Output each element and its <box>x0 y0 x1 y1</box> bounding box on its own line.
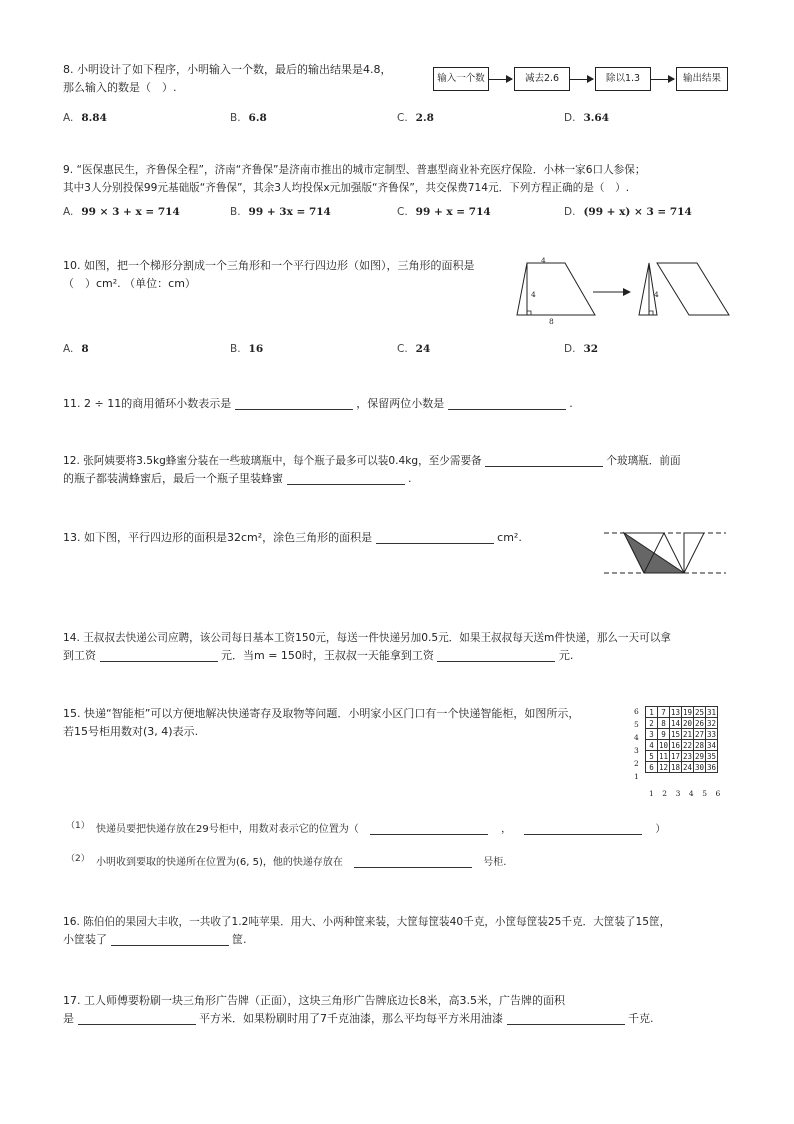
locker-cell: 35 <box>706 751 717 761</box>
q15-sub1-text: 快递员要把快递存放在29号柜中，用数对表示它的位置为（ ， ） <box>96 824 666 835</box>
q12-line1: 12. 张阿姨要将3.5kg蜂蜜分装在一些玻璃瓶中，每个瓶子最多可以装0.4kg，至少需要备 个玻璃瓶．前面 <box>63 455 681 467</box>
locker-cell: 23 <box>682 751 693 761</box>
q8-line2: 那么输入的数是（ ）. <box>63 81 177 94</box>
fig-label-bottom: 8 <box>549 317 554 326</box>
grid-col-label: 3 <box>675 789 681 798</box>
q15-sub1-number: （1） <box>66 821 90 831</box>
locker-cell: 9 <box>658 729 670 740</box>
locker-cell: 21 <box>682 729 693 739</box>
locker-cell: 30 <box>694 762 705 772</box>
locker-cell: 34 <box>706 740 717 750</box>
locker-cell: 19 <box>682 707 693 717</box>
q11-text: 11. 2 ÷ 11的商用循环小数表示是 ，保留两位小数是 . <box>63 397 573 410</box>
flow-box-input: 输入一个数 <box>433 67 489 91</box>
q15-line1: 15. 快递“智能柜”可以方便地解决快递寄存及取物等问题．小明家小区门口有一个快递智能柜，如图所示， <box>63 707 580 720</box>
locker-cell: 24 <box>682 762 693 772</box>
locker-cell: 6 <box>646 762 658 773</box>
locker-grid-row <box>646 729 718 740</box>
grid-col-label: 2 <box>662 789 668 798</box>
grid-row-label: 5 <box>634 720 639 729</box>
q14-blank-1[interactable] <box>100 649 218 662</box>
q11-blank-1[interactable] <box>235 397 353 410</box>
grid-col-label: 1 <box>649 789 654 798</box>
q10-option-d[interactable]: D. 32 <box>564 343 599 355</box>
locker-cell: 12 <box>658 762 669 772</box>
fig-label-height2: 4 <box>654 290 659 299</box>
locker-cell: 1 <box>646 707 658 718</box>
locker-cell: 33 <box>706 729 717 739</box>
q8-line1: 8. 小明设计了如下程序，小明输入一个数，最后的输出结果是4.8， <box>63 63 392 76</box>
locker-cell: 10 <box>658 740 669 750</box>
q10-option-a[interactable]: A. 8 <box>63 343 89 355</box>
locker-grid-row <box>646 718 718 729</box>
locker-grid <box>645 706 718 773</box>
grid-row-label: 4 <box>634 733 639 742</box>
locker-cell: 22 <box>682 740 693 750</box>
locker-grid-row <box>646 762 718 773</box>
flow-arrow-3 <box>650 79 674 80</box>
locker-cell: 27 <box>694 729 705 739</box>
locker-cell: 36 <box>706 762 717 772</box>
q17-line2: 是 平方米．如果粉刷时用了7千克油漆，那么平均每平方米用油漆 千克. <box>63 1012 654 1025</box>
locker-cell: 29 <box>694 751 705 761</box>
q10-option-c[interactable]: C. 24 <box>397 343 431 355</box>
locker-grid-row <box>646 740 718 751</box>
locker-cell: 20 <box>682 718 693 728</box>
q8-option-c[interactable]: C. 2.8 <box>397 112 434 124</box>
flow-arrow-1 <box>488 79 512 80</box>
flow-box-divide: 除以1.3 <box>595 67 651 91</box>
grid-col-label: 5 <box>702 789 707 798</box>
locker-cell: 4 <box>646 740 658 751</box>
q16-line2: 小筐装了 筐. <box>63 933 247 946</box>
q8-option-a[interactable]: A. 8.84 <box>63 112 107 124</box>
q8-option-b[interactable]: B. 6.8 <box>230 112 267 124</box>
q17-line1: 17. 工人师傅要粉刷一块三角形广告牌（正面），这块三角形广告牌底边长8米，高3.5米，广告牌的面积 <box>63 994 565 1007</box>
locker-cell: 26 <box>694 718 705 728</box>
q15-line2: 若15号柜用数对(3, 4)表示. <box>63 725 199 738</box>
q15-sub1-blank-1[interactable] <box>370 822 488 835</box>
q15-sub1-blank-2[interactable] <box>524 822 642 835</box>
locker-cell: 7 <box>658 707 670 718</box>
locker-cell: 14 <box>670 718 681 728</box>
grid-row-label: 1 <box>634 772 639 781</box>
fig-label-height: 4 <box>531 290 536 299</box>
q16-blank[interactable] <box>111 933 229 946</box>
q9-option-d[interactable]: D. (99 + x) × 3 = 714 <box>564 206 692 218</box>
flow-box-output: 输出结果 <box>676 67 728 91</box>
q9-option-a[interactable]: A. 99 × 3 + x = 714 <box>63 206 180 218</box>
locker-cell: 13 <box>670 707 681 717</box>
grid-col-label: 6 <box>715 789 721 798</box>
q8-option-d[interactable]: D. 3.64 <box>564 112 610 124</box>
locker-cell: 32 <box>706 718 717 728</box>
fig-label-top: 4 <box>541 256 546 265</box>
locker-cell: 2 <box>646 718 658 729</box>
q15-sub2-number: （2） <box>66 854 90 864</box>
flow-box-subtract: 减去2.6 <box>514 67 570 91</box>
q11-blank-2[interactable] <box>448 397 566 410</box>
locker-grid-row <box>646 751 718 762</box>
q10-line1: 10. 如图，把一个梯形分割成一个三角形和一个平行四边形（如图），三角形的面积是 <box>63 259 475 272</box>
locker-cell: 25 <box>694 707 705 717</box>
trapezoid-figure <box>505 255 735 330</box>
q13-blank[interactable] <box>376 531 494 544</box>
locker-grid-row <box>646 707 718 718</box>
locker-cell: 3 <box>646 729 658 740</box>
q15-sub2-text: 小明收到要取的快递所在位置为(6, 5)，他的快递存放在 号柜. <box>96 857 507 868</box>
grid-col-label: 4 <box>688 789 694 798</box>
locker-cell: 28 <box>694 740 705 750</box>
q15-sub2-blank[interactable] <box>354 855 472 868</box>
locker-cell: 11 <box>658 751 669 761</box>
q14-line2: 到工资 元．当m = 150时，王叔叔一天能拿到工资 元. <box>63 649 574 662</box>
q9-option-c[interactable]: C. 99 + x = 714 <box>397 206 491 218</box>
q13-text: 13. 如下图，平行四边形的面积是32cm²，涂色三角形的面积是 cm². <box>63 531 522 544</box>
q14-blank-2[interactable] <box>437 649 555 662</box>
locker-cell: 16 <box>670 740 681 750</box>
q17-blank-2[interactable] <box>507 1012 625 1025</box>
q9-line2: 其中3人分别投保99元基础版“齐鲁保”，其余3人均投保x元加强版“齐鲁保”，共交保费714元．下列方程正确的是（ ）. <box>63 182 630 194</box>
locker-cell: 15 <box>670 729 681 739</box>
grid-row-label: 2 <box>634 759 639 768</box>
locker-cell: 5 <box>646 751 658 762</box>
parallelogram-figure <box>600 526 730 578</box>
grid-row-label: 3 <box>634 746 639 755</box>
locker-cell: 17 <box>670 751 681 761</box>
q9-line1: 9. “医保惠民生，齐鲁保全程”，济南“齐鲁保”是济南市推出的城市定制型、普惠型商业补充医疗保险．小林一家6口人参保； <box>63 164 646 176</box>
grid-row-label: 6 <box>634 707 639 716</box>
q12-blank-2[interactable] <box>287 472 405 485</box>
q10-line2: （ ）cm². （单位：cm） <box>63 277 196 290</box>
q17-blank-1[interactable] <box>78 1012 196 1025</box>
q10-option-b[interactable]: B. 16 <box>230 343 264 355</box>
q16-line1: 16. 陈伯伯的果园大丰收，一共收了1.2吨苹果．用大、小两种筐来装，大筐每筐装40千克，小筐每筐装25千克．大筐装了15筐， <box>63 916 671 928</box>
q14-line1: 14. 王叔叔去快递公司应聘，该公司每日基本工资150元，每送一件快递另加0.5元．如果王叔叔每天送m件快递，那么一天可以拿 <box>63 632 671 644</box>
flow-arrow-2 <box>569 79 593 80</box>
locker-cell: 8 <box>658 718 670 729</box>
q9-option-b[interactable]: B. 99 + 3x = 714 <box>230 206 331 218</box>
q12-line2: 的瓶子都装满蜂蜜后，最后一个瓶子里装蜂蜜 . <box>63 472 412 485</box>
locker-cell: 18 <box>670 762 681 772</box>
locker-cell: 31 <box>706 707 717 717</box>
q12-blank-1[interactable] <box>485 454 603 467</box>
